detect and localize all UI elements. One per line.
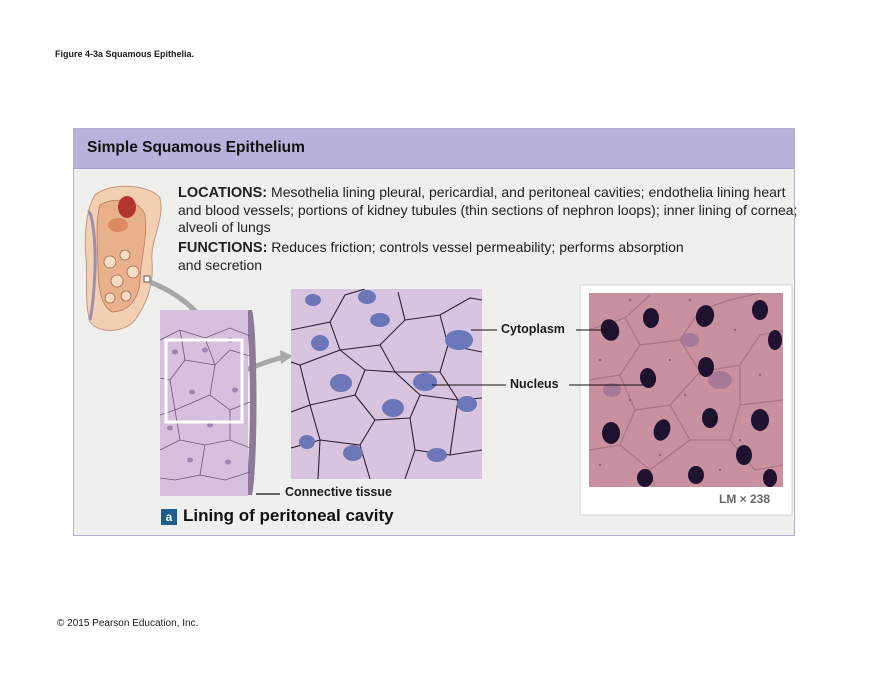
cytoplasm-label: Cytoplasm: [501, 322, 565, 336]
figure-caption: Figure 4-3a Squamous Epithelia.: [55, 49, 195, 59]
connective-tissue-label: Connective tissue: [285, 485, 392, 499]
functions-body: Reduces friction; controls vessel permeability; performs absorption and secretion: [178, 239, 684, 273]
locations-body: Mesothelia lining pleural, pericardial, and peritoneal cavities; endothelia lining heart and blood vessels; portions of kidney tubules (thin sections of nephron loops); inner lining of cornea; alveoli of lungs: [178, 184, 798, 235]
light-micrograph: [580, 285, 792, 515]
subpanel-title: Lining of peritoneal cavity: [183, 506, 394, 525]
copyright-notice: © 2015 Pearson Education, Inc.: [57, 618, 199, 629]
functions-label: FUNCTIONS:: [178, 240, 268, 256]
nucleus-label: Nucleus: [510, 377, 559, 391]
panel-title: Simple Squamous Epithelium: [87, 139, 305, 156]
magnification-label: LM × 238: [719, 492, 771, 506]
subpanel-letter-badge: a: [161, 509, 177, 525]
magnified-cell-sheet: [291, 289, 482, 479]
body-silhouette-icon: [85, 186, 161, 330]
locations-label: LOCATIONS:: [178, 185, 268, 201]
tissue-block: [160, 310, 257, 496]
